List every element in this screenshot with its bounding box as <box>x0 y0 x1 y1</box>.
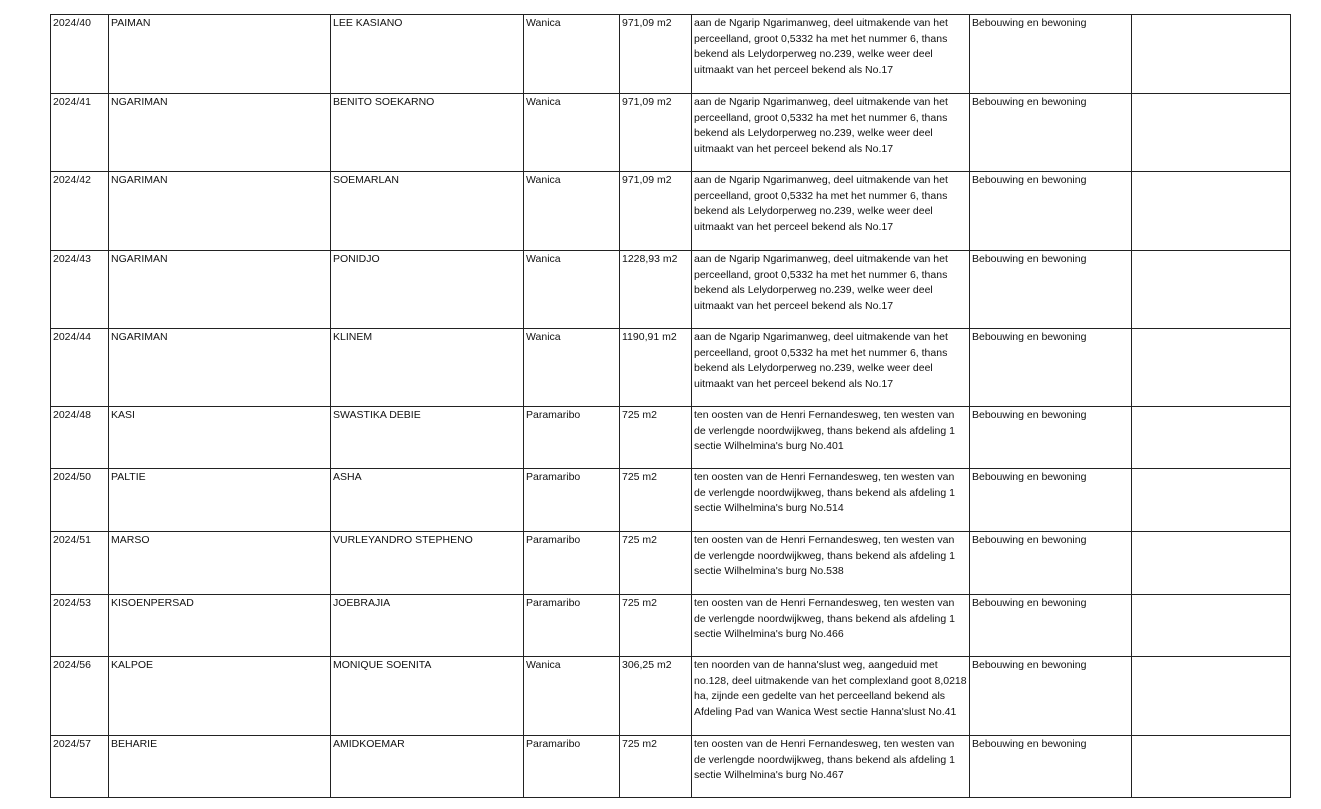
purpose-cell: Bebouwing en bewoning <box>970 172 1132 251</box>
purpose-cell: Bebouwing en bewoning <box>970 94 1132 172</box>
surname-cell: MARSO <box>109 532 331 595</box>
district-cell: Wanica <box>524 251 620 329</box>
district-cell: Wanica <box>524 657 620 736</box>
remarks-cell <box>1132 736 1291 798</box>
location-description-cell: ten oosten van de Henri Fernandesweg, ten westen van de verlengde noordwijkweg, thans bekend als afdeling 1 sectie Wilhelmina's burg No.514 <box>692 469 970 532</box>
district-cell: Wanica <box>524 329 620 407</box>
remarks-cell <box>1132 657 1291 736</box>
table-row <box>51 15 1291 94</box>
table-row <box>51 251 1291 329</box>
registration-number-cell: 2024/51 <box>51 532 109 595</box>
registration-number-cell: 2024/44 <box>51 329 109 407</box>
registration-number-cell: 2024/57 <box>51 736 109 798</box>
remarks-cell <box>1132 595 1291 657</box>
district-cell: Paramaribo <box>524 532 620 595</box>
location-description-cell: ten oosten van de Henri Fernandesweg, ten westen van de verlengde noordwijkweg, thans bekend als afdeling 1 sectie Wilhelmina's burg No.401 <box>692 407 970 469</box>
location-description-cell: ten oosten van de Henri Fernandesweg, ten westen van de verlengde noordwijkweg, thans bekend als afdeling 1 sectie Wilhelmina's burg No.466 <box>692 595 970 657</box>
surname-cell: NGARIMAN <box>109 251 331 329</box>
location-description-cell: ten oosten van de Henri Fernandesweg, ten westen van de verlengde noordwijkweg, thans bekend als afdeling 1 sectie Wilhelmina's burg No.467 <box>692 736 970 798</box>
location-description-cell: aan de Ngarip Ngarimanweg, deel uitmakende van het perceelland, groot 0,5332 ha met het nummer 6, thans bekend als Lelydorperweg no.239, welke weer deel uitmaakt van het perceel bekend als No.17 <box>692 251 970 329</box>
surname-cell: NGARIMAN <box>109 94 331 172</box>
location-description-cell: aan de Ngarip Ngarimanweg, deel uitmakende van het perceelland, groot 0,5332 ha met het nummer 6, thans bekend als Lelydorperweg no.239, welke weer deel uitmaakt van het perceel bekend als No.17 <box>692 172 970 251</box>
location-description-cell: aan de Ngarip Ngarimanweg, deel uitmakende van het perceelland, groot 0,5332 ha met het nummer 6, thans bekend als Lelydorperweg no.239, welke weer deel uitmaakt van het perceel bekend als No.17 <box>692 15 970 94</box>
surname-cell: KALPOE <box>109 657 331 736</box>
area-cell: 1228,93 m2 <box>620 251 692 329</box>
table-row <box>51 329 1291 407</box>
purpose-cell: Bebouwing en bewoning <box>970 407 1132 469</box>
first-names-cell: LEE KASIANO <box>331 15 524 94</box>
district-cell: Paramaribo <box>524 736 620 798</box>
district-cell: Paramaribo <box>524 595 620 657</box>
purpose-cell: Bebouwing en bewoning <box>970 329 1132 407</box>
surname-cell: KISOENPERSAD <box>109 595 331 657</box>
surname-cell: NGARIMAN <box>109 329 331 407</box>
area-cell: 725 m2 <box>620 736 692 798</box>
first-names-cell: SOEMARLAN <box>331 172 524 251</box>
area-cell: 725 m2 <box>620 469 692 532</box>
area-cell: 725 m2 <box>620 407 692 469</box>
district-cell: Paramaribo <box>524 407 620 469</box>
first-names-cell: AMIDKOEMAR <box>331 736 524 798</box>
first-names-cell: MONIQUE SOENITA <box>331 657 524 736</box>
table-row <box>51 532 1291 595</box>
location-description-cell: aan de Ngarip Ngarimanweg, deel uitmakende van het perceelland, groot 0,5332 ha met het nummer 6, thans bekend als Lelydorperweg no.239, welke weer deel uitmaakt van het perceel bekend als No.17 <box>692 329 970 407</box>
area-cell: 971,09 m2 <box>620 15 692 94</box>
remarks-cell <box>1132 469 1291 532</box>
purpose-cell: Bebouwing en bewoning <box>970 736 1132 798</box>
first-names-cell: ASHA <box>331 469 524 532</box>
registration-number-cell: 2024/40 <box>51 15 109 94</box>
surname-cell: BEHARIE <box>109 736 331 798</box>
registration-number-cell: 2024/56 <box>51 657 109 736</box>
table-row <box>51 469 1291 532</box>
remarks-cell <box>1132 532 1291 595</box>
area-cell: 306,25 m2 <box>620 657 692 736</box>
first-names-cell: SWASTIKA DEBIE <box>331 407 524 469</box>
surname-cell: PALTIE <box>109 469 331 532</box>
area-cell: 725 m2 <box>620 595 692 657</box>
remarks-cell <box>1132 15 1291 94</box>
table-row <box>51 657 1291 736</box>
purpose-cell: Bebouwing en bewoning <box>970 595 1132 657</box>
surname-cell: PAIMAN <box>109 15 331 94</box>
table-row <box>51 94 1291 172</box>
first-names-cell: JOEBRAJIA <box>331 595 524 657</box>
table-row <box>51 736 1291 798</box>
remarks-cell <box>1132 251 1291 329</box>
table-row <box>51 172 1291 251</box>
location-description-cell: aan de Ngarip Ngarimanweg, deel uitmakende van het perceelland, groot 0,5332 ha met het nummer 6, thans bekend als Lelydorperweg no.239, welke weer deel uitmaakt van het perceel bekend als No.17 <box>692 94 970 172</box>
area-cell: 1190,91 m2 <box>620 329 692 407</box>
first-names-cell: VURLEYANDRO STEPHENO <box>331 532 524 595</box>
first-names-cell: BENITO SOEKARNO <box>331 94 524 172</box>
area-cell: 971,09 m2 <box>620 172 692 251</box>
land-allocation-table <box>50 14 1291 798</box>
registration-number-cell: 2024/42 <box>51 172 109 251</box>
purpose-cell: Bebouwing en bewoning <box>970 469 1132 532</box>
remarks-cell <box>1132 172 1291 251</box>
remarks-cell <box>1132 407 1291 469</box>
district-cell: Paramaribo <box>524 469 620 532</box>
registration-number-cell: 2024/53 <box>51 595 109 657</box>
purpose-cell: Bebouwing en bewoning <box>970 15 1132 94</box>
registration-number-cell: 2024/48 <box>51 407 109 469</box>
area-cell: 971,09 m2 <box>620 94 692 172</box>
purpose-cell: Bebouwing en bewoning <box>970 532 1132 595</box>
table-row <box>51 595 1291 657</box>
district-cell: Wanica <box>524 172 620 251</box>
purpose-cell: Bebouwing en bewoning <box>970 657 1132 736</box>
registration-number-cell: 2024/41 <box>51 94 109 172</box>
surname-cell: KASI <box>109 407 331 469</box>
remarks-cell <box>1132 94 1291 172</box>
first-names-cell: KLINEM <box>331 329 524 407</box>
registration-number-cell: 2024/43 <box>51 251 109 329</box>
registration-number-cell: 2024/50 <box>51 469 109 532</box>
location-description-cell: ten noorden van de hanna'slust weg, aangeduid met no.128, deel uitmakende van het complexland goot 8,0218 ha, zijnde een gedelte van het perceelland bekend als Afdeling Pad van Wanica West sectie Hanna'slust No.41 <box>692 657 970 736</box>
district-cell: Wanica <box>524 15 620 94</box>
area-cell: 725 m2 <box>620 532 692 595</box>
table-body <box>51 15 1291 798</box>
first-names-cell: PONIDJO <box>331 251 524 329</box>
table-row <box>51 407 1291 469</box>
surname-cell: NGARIMAN <box>109 172 331 251</box>
remarks-cell <box>1132 329 1291 407</box>
location-description-cell: ten oosten van de Henri Fernandesweg, ten westen van de verlengde noordwijkweg, thans bekend als afdeling 1 sectie Wilhelmina's burg No.538 <box>692 532 970 595</box>
purpose-cell: Bebouwing en bewoning <box>970 251 1132 329</box>
district-cell: Wanica <box>524 94 620 172</box>
